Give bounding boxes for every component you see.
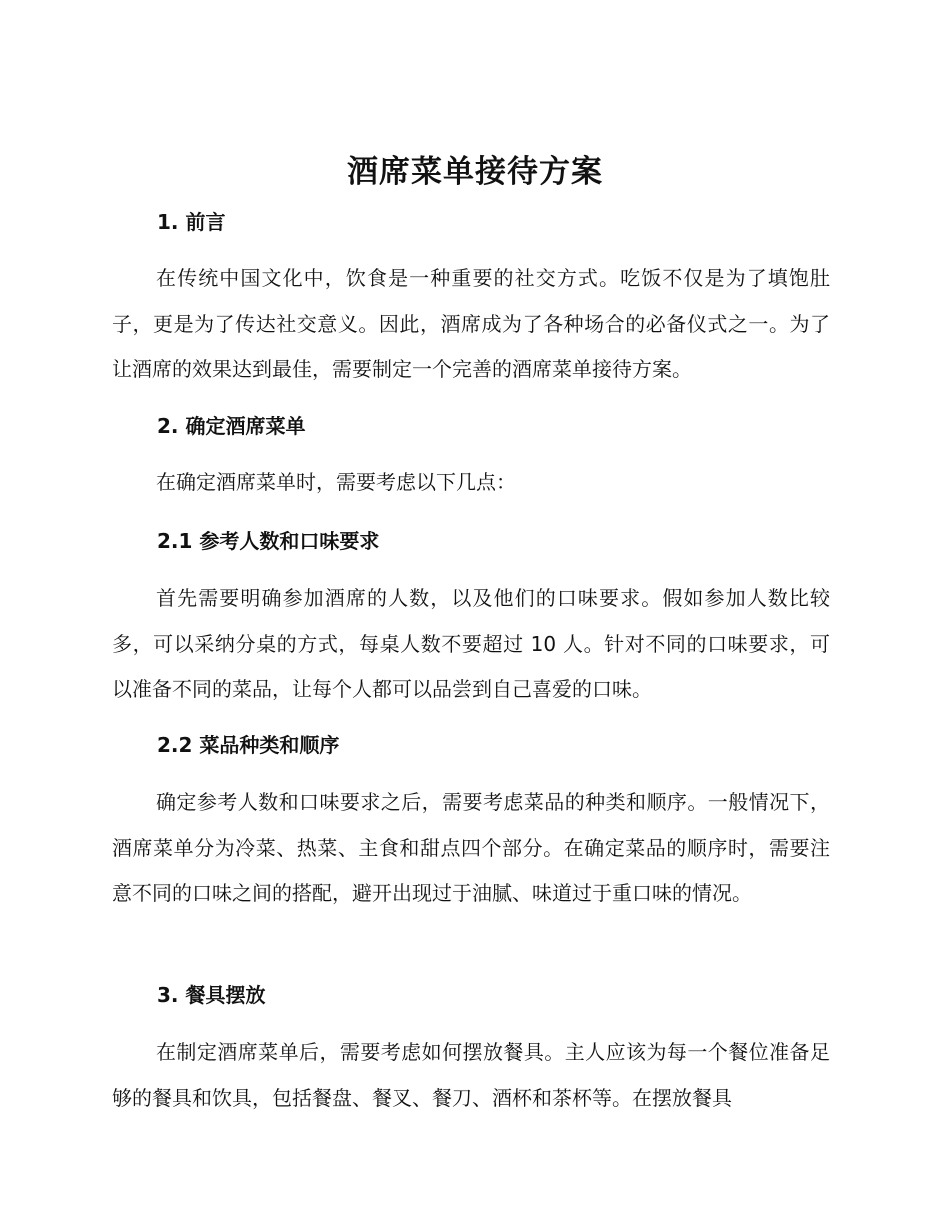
section-heading-dish-order: 2.2 菜品种类和顺序 [157, 733, 340, 757]
document-title: 酒席菜单接待方案 [347, 154, 603, 190]
section-heading-tableware: 3. 餐具摆放 [157, 983, 266, 1007]
section-paragraph-dish-order: 确定参考人数和口味要求之后，需要考虑菜品的种类和顺序。一般情况下，酒席菜单分为冷菜、热菜、主食和甜点四个部分。在确定菜品的顺序时，需要注意不同的口味之间的搭配，避开出现过于油腻、味道过于重口味的情况。 [112, 790, 830, 905]
section-paragraph-guests-taste: 首先需要明确参加酒席的人数，以及他们的口味要求。假如参加人数比较多，可以采纳分桌的方式，每桌人数不要超过 10 人。针对不同的口味要求，可以准备不同的菜品，让每个人都可以品尝到自己喜爱的口味。 [112, 586, 830, 701]
section-heading-preface: 1. 前言 [157, 210, 226, 234]
section-paragraph-preface: 在传统中国文化中，饮食是一种重要的社交方式。吃饭不仅是为了填饱肚子，更是为了传达社交意义。因此，酒席成为了各种场合的必备仪式之一。为了让酒席的效果达到最佳，需要制定一个完善的酒席菜单接待方案。 [112, 266, 830, 381]
section-heading-menu: 2. 确定酒席菜单 [157, 414, 306, 438]
section-paragraph-tableware: 在制定酒席菜单后，需要考虑如何摆放餐具。主人应该为每一个餐位准备足够的餐具和饮具，包括餐盘、餐叉、餐刀、酒杯和茶杯等。在摆放餐具 [112, 1040, 830, 1110]
section-paragraph-menu: 在确定酒席菜单时，需要考虑以下几点： [156, 470, 516, 494]
section-heading-guests-taste: 2.1 参考人数和口味要求 [157, 529, 380, 553]
